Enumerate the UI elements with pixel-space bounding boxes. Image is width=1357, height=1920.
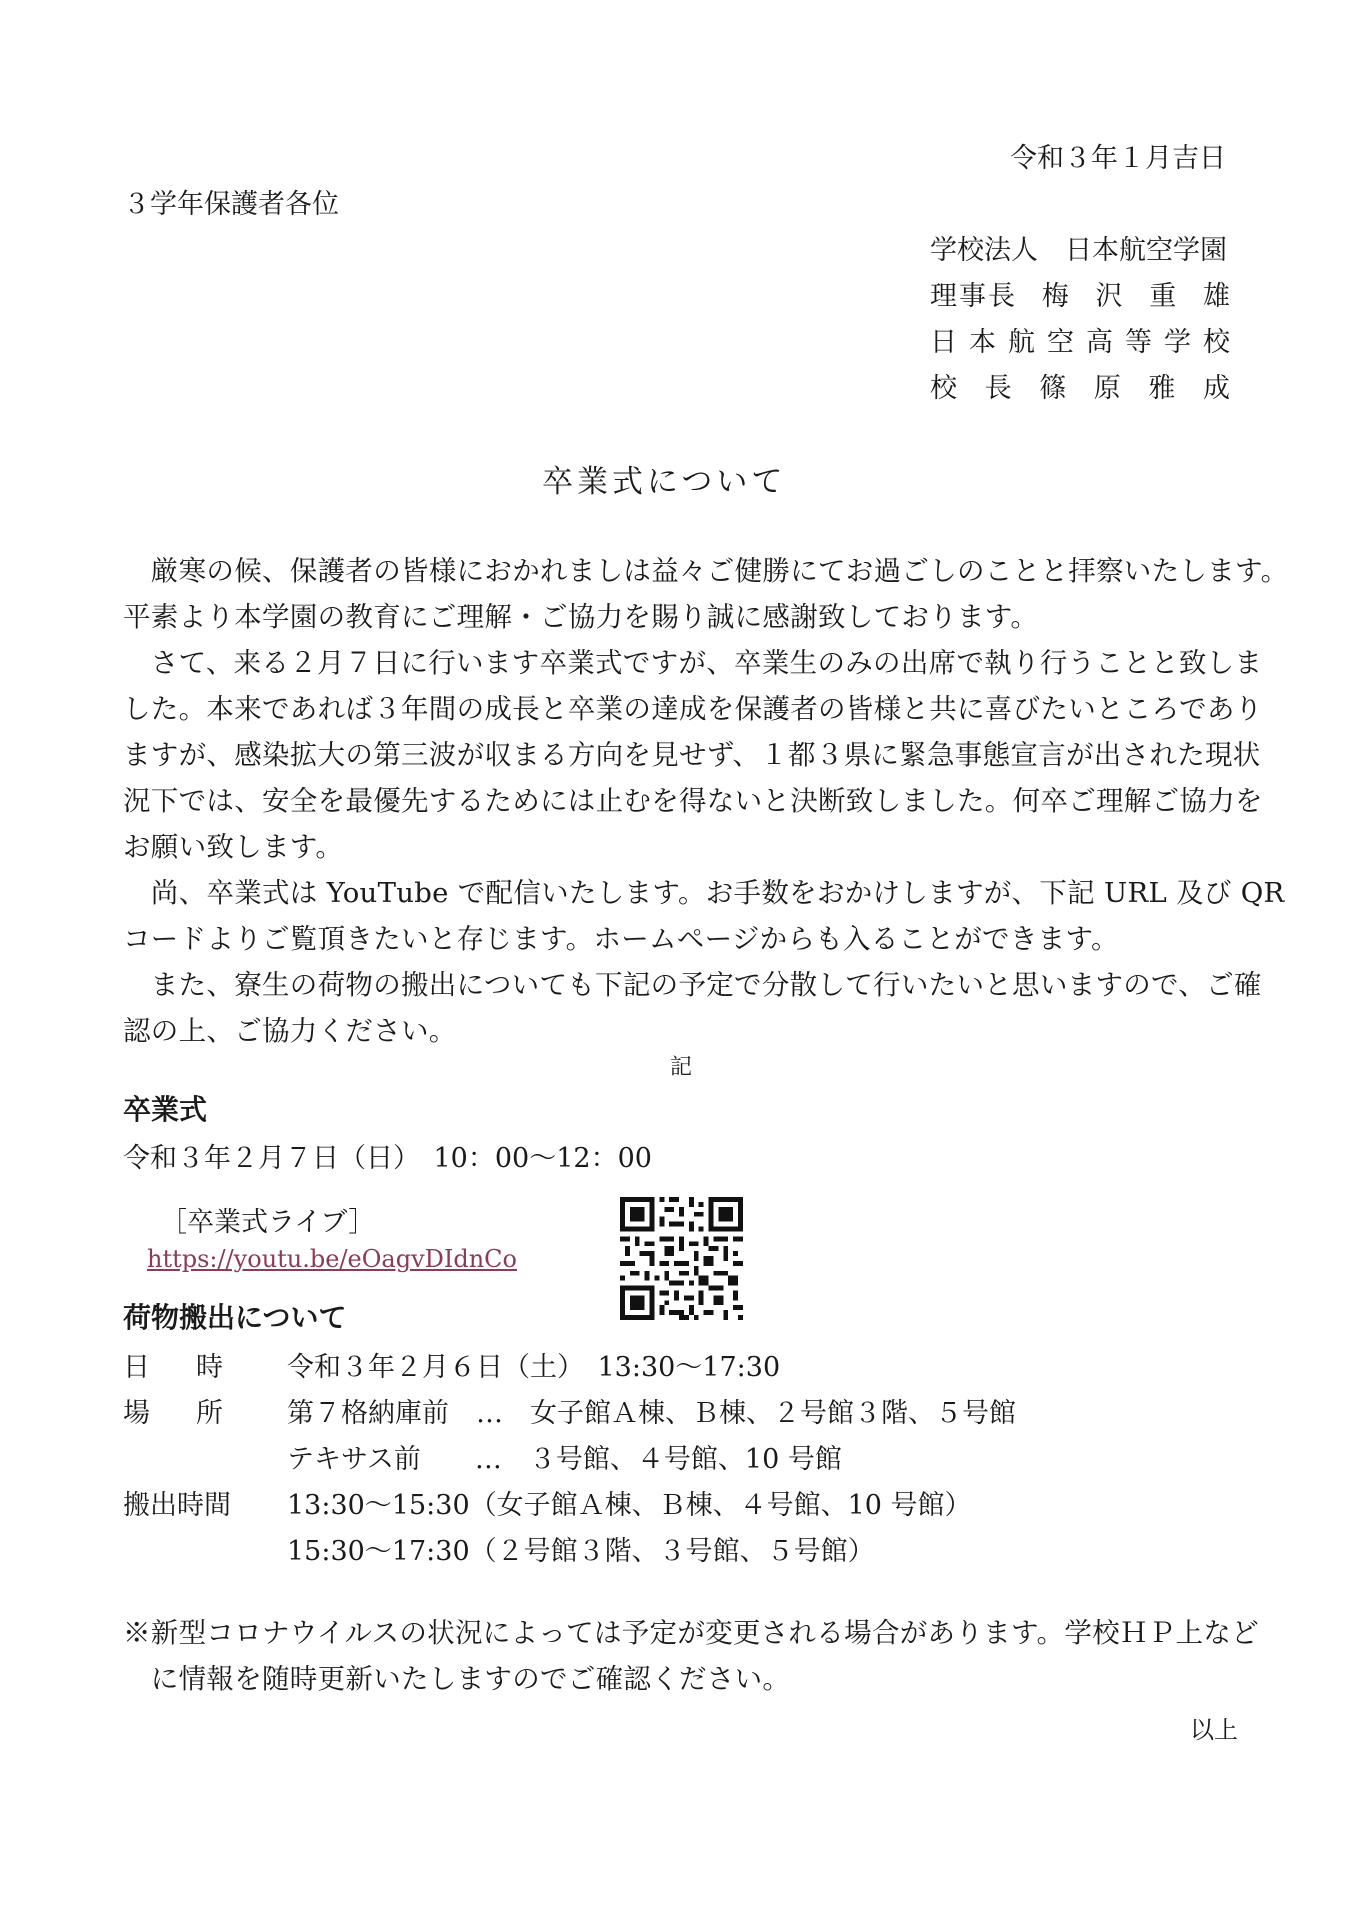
time-value-1: 13:30～15:30（女子館Ａ棟、Ｂ棟、４号館、10 号館） [287,1490,972,1521]
closing-mark: 以上 [1190,1716,1238,1744]
live-label: ［卒業式ライブ］ [160,1207,376,1238]
qr-code-icon [620,1197,743,1320]
body-paragraph-4: また、寮生の荷物の搬出についても下記の予定で分散して行いたいと思いますので、ご確 認の上、ご協力ください。 [123,969,1262,1047]
youtube-link[interactable]: https://youtu.be/eOagvDIdnCo [147,1245,517,1273]
place-value-1: 第７格納庫前 … 女子館Ａ棟、Ｂ棟、２号館３階、５号館 [287,1398,1016,1429]
ki-marker: 記 [670,1055,693,1080]
body-paragraph-2: さて、来る２月７日に行います卒業式ですが、卒業生のみの出席で執り行うことと致しま した。本来であれば３年間の成長と卒業の達成を保護者の皆様と共に喜びたいところであり ますが、感染拡大の第三波が収まる方向を見せず、１都３県に緊急事態宣言が出された現状 況下では、安全を最優先するためには止むを得ないと決断致しました。何卒ご理解ご協力を お願い致します。 [123,647,1263,863]
sender-principal: 校 長 篠 原 雅 成 [930,373,1230,404]
body-paragraph-1: 厳寒の候、保護者の皆様におかれましは益々ご健勝にてお過ごしのことと拝察いたします。 平素より本学園の教育にご理解・ご協力を賜り誠に感謝致しております。 [123,555,1289,633]
time-value-2: 15:30～17:30（２号館３階、３号館、５号館） [287,1536,875,1567]
luggage-heading: 荷物搬出について [123,1301,347,1334]
time-label: 搬出時間 [123,1490,231,1521]
place-value-2: テキサス前 … ３号館、４号館、10 号館 [287,1444,842,1475]
document-title: 卒業式について [542,464,787,500]
ceremony-datetime: 令和３年２月７日（日） 10：00～12：00 [123,1143,652,1174]
document-date: 令和３年１月吉日 [1010,143,1226,174]
body-paragraph-3: 尚、卒業式は YouTube で配信いたします。お手数をおかけしますが、下記 URL 及び QR コードよりご覧頂きたいと存じます。ホームページからも入ることができます。 [123,877,1285,955]
sender-organization: 学校法人 日本航空学園 [930,235,1227,266]
sender-school: 日 本 航 空 高 等 学 校 [930,327,1230,358]
sender-chairman: 理 事 長 梅 沢 重 雄 [930,281,1230,312]
place-label: 場 所 [123,1398,223,1429]
date-value: 令和３年２月６日（土） 13:30～17:30 [287,1352,781,1383]
covid-note: ※新型コロナウイルスの状況によっては予定が変更される場合があります。学校ＨＰ上など に情報を随時更新いたしますのでご確認ください。 [123,1617,1259,1695]
date-label: 日 時 [123,1352,223,1383]
addressee: ３学年保護者各位 [123,189,339,220]
ceremony-heading: 卒業式 [123,1093,208,1126]
